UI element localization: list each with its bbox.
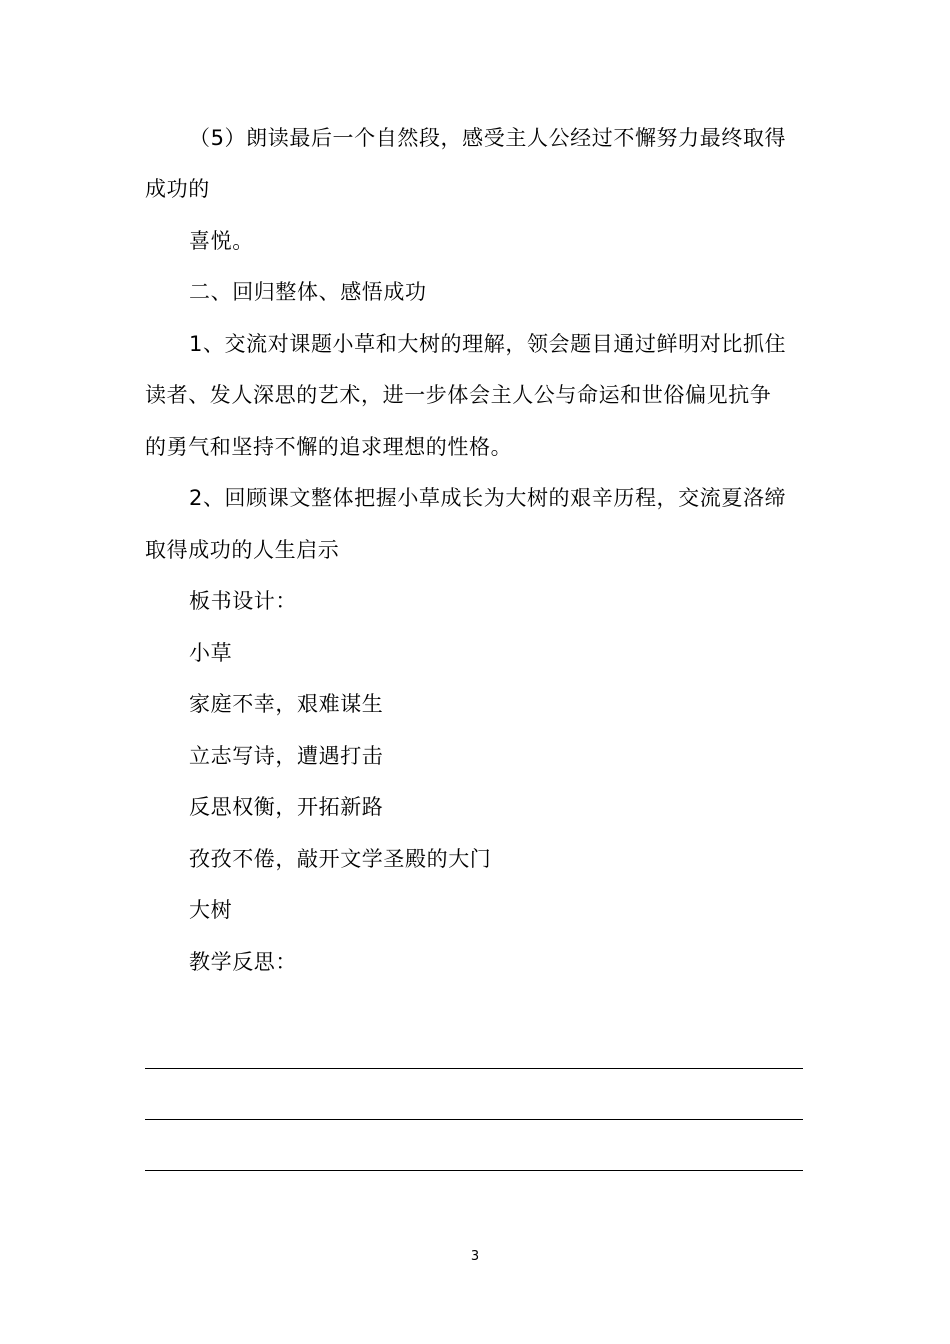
answer-line [145, 1068, 803, 1069]
paragraph-line: 取得成功的人生启示 [145, 538, 340, 562]
section-label: 板书设计： [189, 589, 297, 613]
board-item: 小草 [189, 641, 233, 665]
answer-line [145, 1170, 803, 1171]
board-item: 反思权衡，开拓新路 [189, 795, 384, 819]
paragraph-line: 的勇气和坚持不懈的追求理想的性格。 [145, 435, 513, 459]
page-number: 3 [470, 1249, 480, 1264]
board-item: 家庭不幸，艰难谋生 [189, 692, 384, 716]
paragraph-line: 读者、发人深思的艺术，进一步体会主人公与命运和世俗偏见抗争 [145, 383, 772, 407]
board-item: 孜孜不倦，敲开文学圣殿的大门 [189, 847, 492, 871]
answer-line [145, 1119, 803, 1120]
paragraph-line: （5）朗读最后一个自然段，感受主人公经过不懈努力最终取得 [189, 126, 787, 150]
section-label: 教学反思： [189, 950, 297, 974]
paragraph-line: 2、回顾课文整体把握小草成长为大树的艰辛历程，交流夏洛缔 [189, 486, 787, 510]
board-item: 大树 [189, 898, 233, 922]
board-item: 立志写诗，遭遇打击 [189, 744, 384, 768]
paragraph-line: 喜悦。 [189, 229, 254, 253]
section-heading: 二、回归整体、感悟成功 [189, 280, 427, 304]
paragraph-line: 成功的 [145, 177, 210, 201]
paragraph-line: 1、交流对课题小草和大树的理解，领会题目通过鲜明对比抓住 [189, 332, 787, 356]
